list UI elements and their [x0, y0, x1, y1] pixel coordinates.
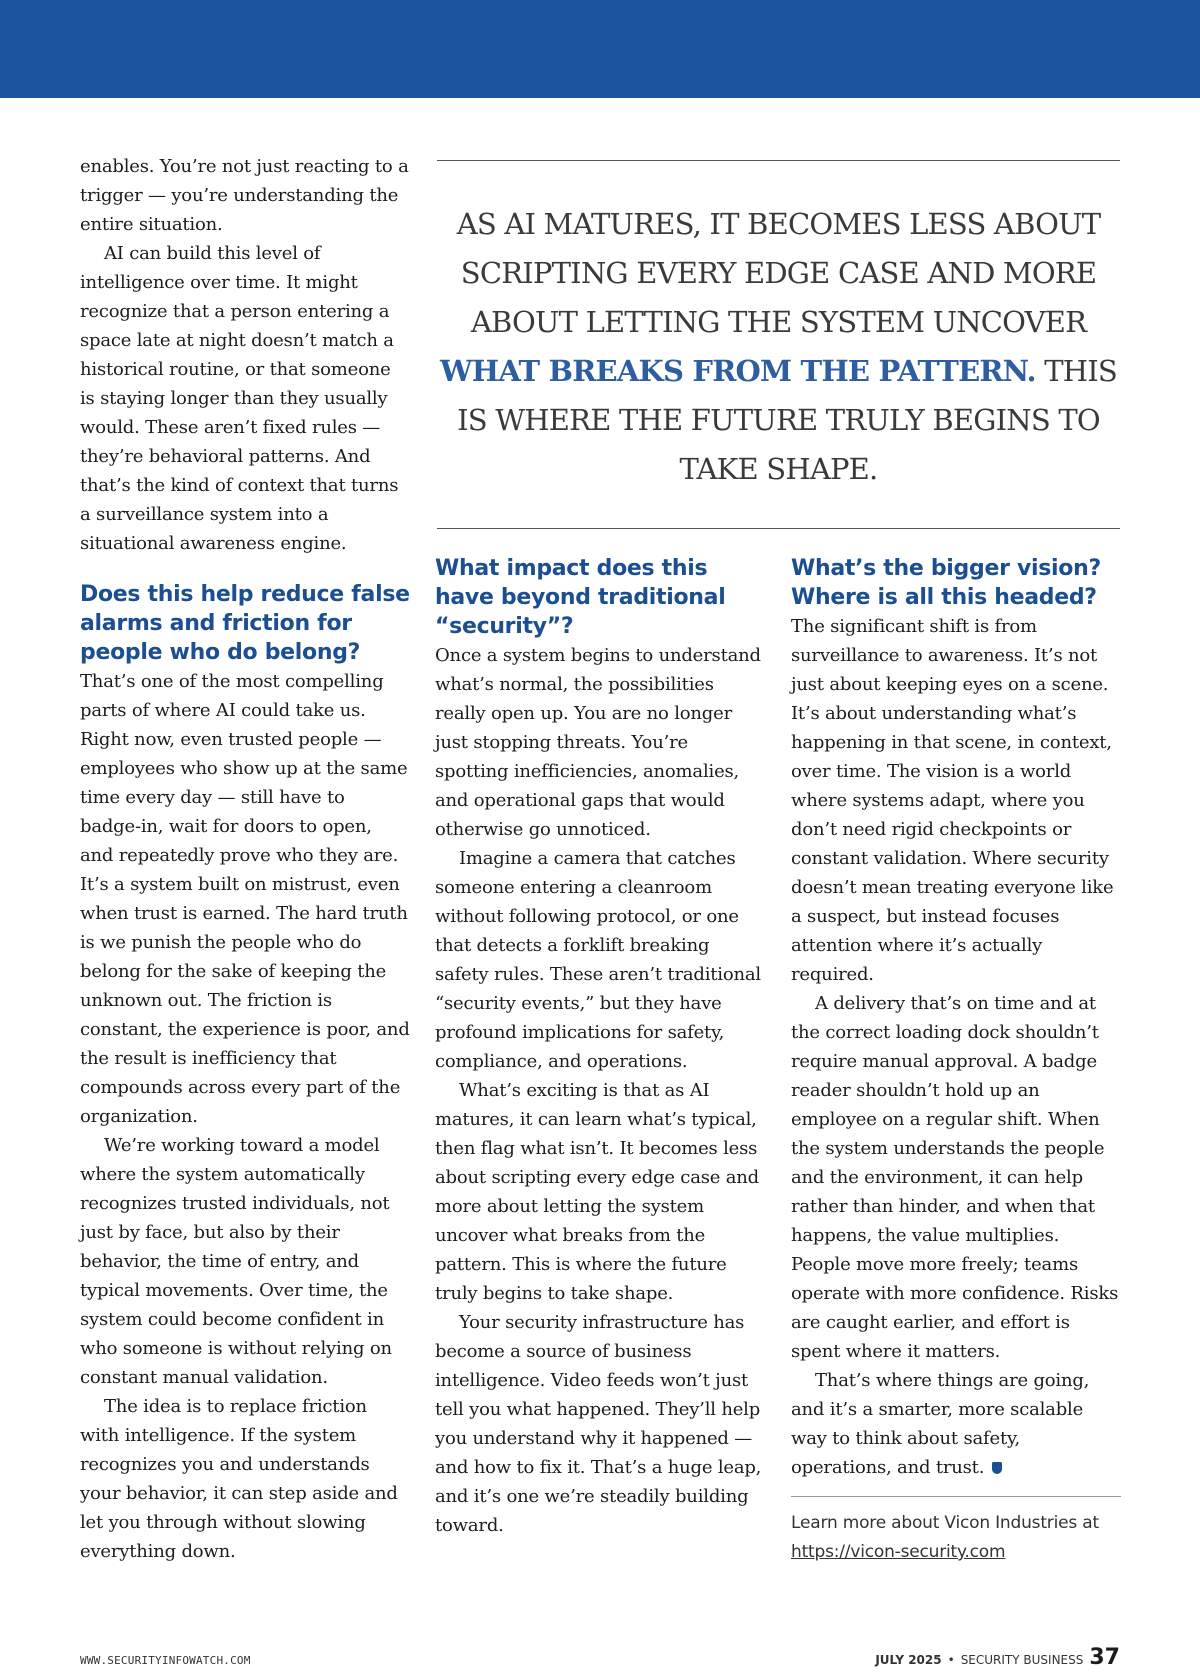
shield-icon [992, 1462, 1002, 1474]
vicon-link[interactable]: https://vicon-security.com [791, 1542, 1006, 1562]
pull-quote-highlight: WHAT BREAKS FROM THE PATTERN. [439, 354, 1036, 388]
section-heading: What impact does this have beyond traditional “security”? [435, 556, 726, 639]
page-number: 37 [1089, 1645, 1120, 1670]
learn-more-text: Learn more about Vicon Industries at [791, 1513, 1099, 1533]
publication-name: SECURITY BUSINESS [960, 1653, 1084, 1667]
body-paragraph [791, 1366, 1121, 1482]
body-paragraph: Imagine a camera that catches someone entering a cleanroom without following protocol, or one that detects a forklift breaking safety rules. These aren’t traditional “security events,” but they have profound implications for safety, compliance, and operations. [435, 848, 761, 1072]
pull-quote [437, 200, 1120, 494]
body-paragraph: We’re working toward a model where the system automatically recognizes trusted individuals, not just by face, but also by their behavior, the time of entry, and typical movements. Over time, the system could become confident in who someone is without relying on constant manual validation. [80, 1135, 392, 1388]
body-paragraph: Once a system begins to understand what’s normal, the possibilities really open up. You are no longer just stopping threats. You’re spotting inefficiencies, anomalies, and operational gaps that would otherwise go unnoticed. [435, 645, 761, 840]
body-paragraph: Your security infrastructure has become a source of business intelligence. Video feeds won’t just tell you what happened. They’ll help you understand why it happened — and how to fix it. That’s a huge leap, and it’s one we’re steadily building toward. [435, 1312, 762, 1536]
footer-issue [875, 1645, 1120, 1670]
top-banner [0, 0, 1200, 98]
pull-quote-text: THIS IS WHERE THE FUTURE TRULY BEGINS TO TAKE SHAPE. [457, 354, 1118, 486]
pull-quote-top-rule [437, 160, 1120, 161]
body-paragraph: A delivery that’s on time and at the correct loading dock shouldn’t require manual approval. A badge reader shouldn’t hold up an employee on a regular shift. When the system understands the people and the environment, it can help rather than hinder, and when that happens, the value multiplies. People move more freely; teams operate with more confidence. Risks are caught earlier, and effort is spent where it matters. [791, 993, 1119, 1362]
section-heading: What’s the bigger vision? Where is all this headed? [791, 556, 1101, 610]
middle-column [435, 554, 765, 1540]
body-paragraph: AI can build this level of intelligence over time. It might recognize that a person entering a space late at night doesn’t match a historical routine, or that someone is staying longer than they usually would. These aren’t fixed rules — they’re behavioral patterns. And that’s the kind of context that turns a surveillance system into a situational awareness engine. [80, 243, 399, 554]
pull-quote-bottom-rule [437, 528, 1120, 529]
right-column [791, 554, 1121, 1567]
section-heading: Does this help reduce false alarms and friction for people who do belong? [80, 582, 410, 665]
body-paragraph: That’s one of the most compelling parts of where AI could take us. Right now, even trusted people — employees who show up at the same time every day — still have to badge-in, wait for doors to open, and repeatedly prove who they are. It’s a system built on mistrust, even when trust is earned. The hard truth is we punish the people who do belong for the sake of keeping the unknown out. The friction is constant, the experience is poor, and the result is inefficiency that compounds across every part of the organization. [80, 671, 410, 1127]
divider [791, 1496, 1121, 1497]
body-paragraph: The idea is to replace friction with intelligence. If the system recognizes you and understands your behavior, it can step aside and let you through without slowing everything down. [80, 1396, 398, 1562]
pull-quote-text: AS AI MATURES, IT BECOMES LESS ABOUT SCRIPTING EVERY EDGE CASE AND MORE ABOUT LETTING THE SYSTEM UNCOVER [456, 207, 1101, 339]
learn-more [791, 1509, 1121, 1567]
left-column [80, 152, 410, 1566]
closing-text: That’s where things are going, and it’s a smarter, more scalable way to think about safety, operations, and trust. [791, 1370, 1090, 1478]
footer-website[interactable]: WWW.SECURITYINFOWATCH.COM [80, 1654, 251, 1667]
body-paragraph: What’s exciting is that as AI matures, it can learn what’s typical, then flag what isn’t. It becomes less about scripting every edge case and more about letting the system uncover what breaks from the pattern. This is where the future truly begins to take shape. [435, 1080, 759, 1304]
body-paragraph: enables. You’re not just reacting to a trigger — you’re understanding the entire situation. [80, 156, 409, 235]
issue-date: JULY 2025 [875, 1653, 942, 1667]
separator: • [947, 1653, 955, 1667]
body-paragraph: The significant shift is from surveillance to awareness. It’s not just about keeping eyes on a scene. It’s about understanding what’s happening in that scene, in context, over time. The vision is a world where systems adapt, where you don’t need rigid checkpoints or constant validation. Where security doesn’t mean treating everyone like a suspect, but instead focuses attention where it’s actually required. [791, 616, 1114, 985]
